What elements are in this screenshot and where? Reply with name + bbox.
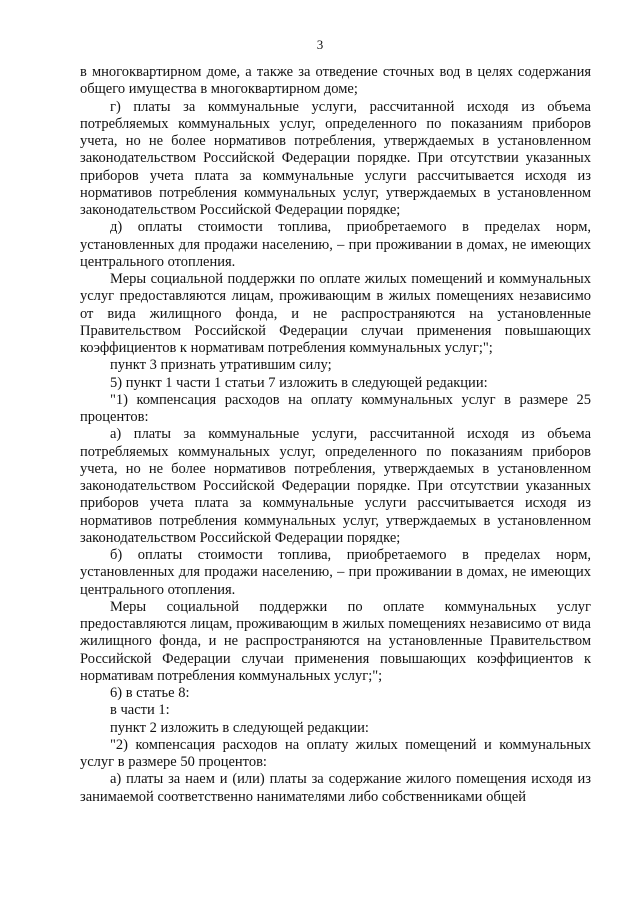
paragraph-continuation: в многоквартирном доме, а также за отведение сточных вод в целях содержания общего имущества в многоквартирном доме; bbox=[80, 64, 591, 98]
paragraph-support-measures-utilities: Меры социальной поддержки по оплате коммунальных услуг предоставляются лицам, проживающим в жилых помещениях независимо от вида жилищного фонда, и не распространяются на установленные Правительством Российской Федерации случаи применения повышающих коэффициентов к нормативам потребления коммунальных услуг;"; bbox=[80, 598, 591, 684]
paragraph-compensation-50: "2) компенсация расходов на оплату жилых помещений и коммунальных услуг в размере 50 процентов: bbox=[80, 736, 591, 770]
paragraph-item-a-rent: а) платы за наем и (или) платы за содержание жилого помещения исходя из занимаемой соответственно нанимателями либо собственниками общей bbox=[80, 771, 591, 805]
paragraph-part-1: в части 1: bbox=[110, 702, 170, 719]
paragraph-amend-article-7: 5) пункт 1 части 1 статьи 7 изложить в следующей редакции: bbox=[110, 374, 488, 391]
paragraph-item-d: д) оплаты стоимости топлива, приобретаемого в пределах норм, установленных для продажи населению, – при проживании в домах, не имеющих центрального отопления. bbox=[80, 219, 591, 270]
paragraph-item-g: г) платы за коммунальные услуги, рассчитанной исходя из объема потребляемых коммунальных услуг, определенного по показаниям приборов учета, но не более нормативов потребления, утверждаемых в установленном законодательством Российской Федерации порядке. При отсутствии указанных приборов учета плата за коммунальные услуги рассчитывается исходя из нормативов потребления коммунальных услуг, утверждаемых в установленном законодательством Российской Федерации порядке; bbox=[80, 98, 591, 218]
paragraph-item-b: б) оплаты стоимости топлива, приобретаемого в пределах норм, установленных для продажи населению, – при проживании в домах, не имеющих центрального отопления. bbox=[80, 547, 591, 598]
paragraph-item-a: а) платы за коммунальные услуги, рассчитанной исходя из объема потребляемых коммунальных услуг, определенного по показаниям приборов учета, но не более нормативов потребления, утверждаемых в установленном законодательством Российской Федерации порядке. При отсутствии указанных приборов учета плата за коммунальные услуги рассчитывается исходя из нормативов потребления коммунальных услуг, утверждаемых в установленном законодательством Российской Федерации порядке; bbox=[80, 426, 591, 546]
paragraph-article-8: 6) в статье 8: bbox=[110, 685, 190, 701]
paragraph-support-measures: Меры социальной поддержки по оплате жилых помещений и коммунальных услуг предоставляются лицам, проживающим в жилых помещениях независимо от вида жилищного фонда, и не распространяются на установленные Правительством Российской Федерации случаи применения повышающих коэффициентов к нормативам потребления коммунальных услуг;"; bbox=[80, 271, 591, 356]
page-number: 3 bbox=[316, 37, 324, 52]
paragraph-clause-3-void: пункт 3 признать утратившим силу; bbox=[110, 357, 332, 374]
paragraph-compensation-25: "1) компенсация расходов на оплату коммунальных услуг в размере 25 процентов: bbox=[80, 391, 591, 425]
paragraph-clause-2-amend: пункт 2 изложить в следующей редакции: bbox=[110, 719, 369, 736]
document-body bbox=[80, 64, 591, 806]
